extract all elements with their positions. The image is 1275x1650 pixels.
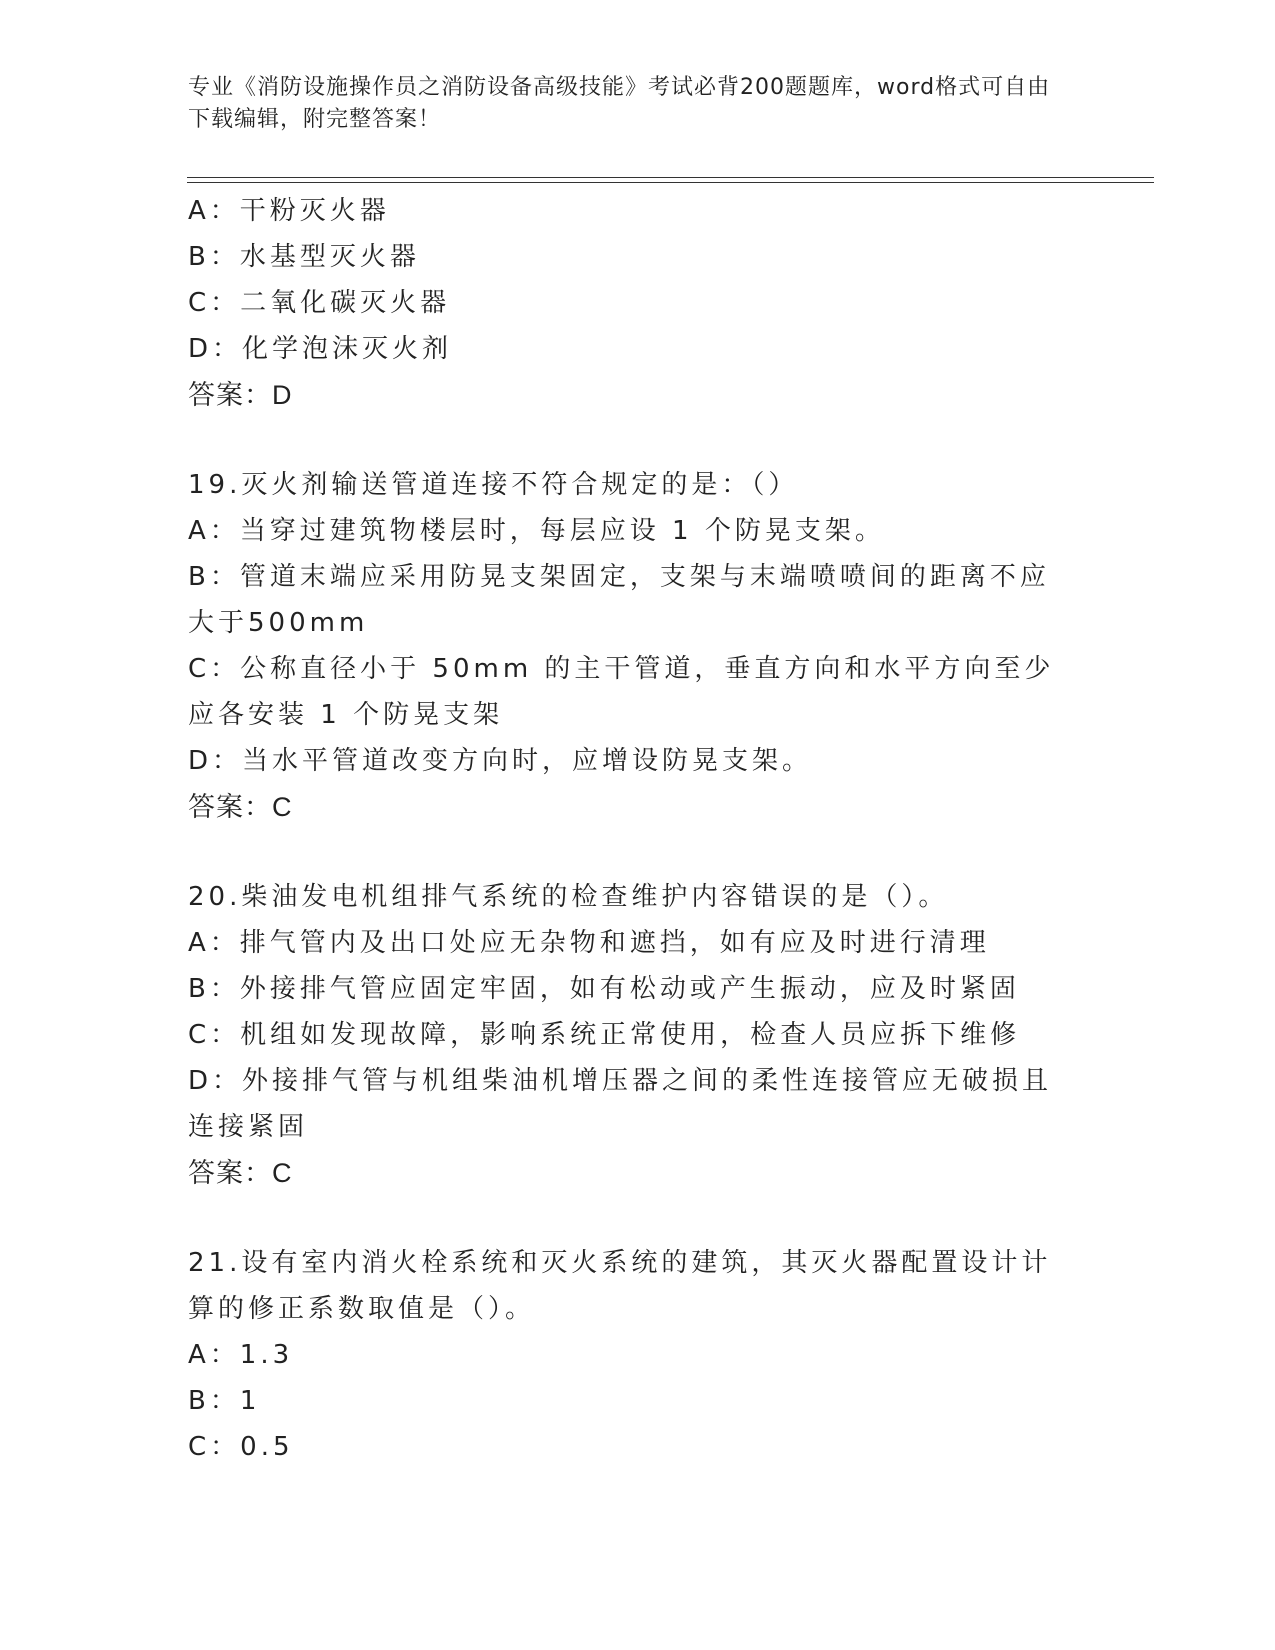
q21-question: 21.设有室内消火栓系统和灭火系统的建筑，其灭火器配置设计计算的修正系数取值是（）。 [188, 1248, 1052, 1324]
q19-option-b: B：管道末端应采用防晃支架固定，支架与末端喷喷间的距离不应大于500mm [188, 562, 1050, 638]
q21-option-b: B：1 [188, 1386, 261, 1416]
spacer [188, 830, 1078, 874]
q19-option-d: D：当水平管道改变方向时，应增设防晃支架。 [188, 746, 813, 776]
q18-option-d: D：化学泡沫灭火剂 [188, 334, 453, 364]
question-21-block [188, 1240, 1078, 1470]
question-content [188, 188, 1078, 1470]
q18-option-a: A：干粉灭火器 [188, 196, 390, 226]
header-divider-top [187, 177, 1154, 178]
question-20-block [188, 874, 1078, 1196]
spacer [188, 1196, 1078, 1240]
q18-option-c: C：二氧化碳灭火器 [188, 288, 451, 318]
document-header: 专业《消防设施操作员之消防设备高级技能》考试必背200题题库，word格式可自由下载编辑，附完整答案！ [188, 75, 1051, 132]
q18-option-b: B：水基型灭火器 [188, 242, 420, 272]
q18-answer: 答案：D [188, 380, 293, 410]
question-18-block [188, 188, 1078, 418]
q19-answer: 答案：C [188, 792, 293, 822]
q19-option-c: C：公称直径小于 50mm 的主干管道，垂直方向和水平方向至少应各安装 1 个防晃支架 [188, 654, 1055, 730]
q21-option-a: A：1.3 [188, 1340, 294, 1370]
q21-option-c: C：0.5 [188, 1432, 294, 1462]
q20-answer: 答案：C [188, 1158, 293, 1188]
q20-option-a: A：排气管内及出口处应无杂物和遮挡，如有应及时进行清理 [188, 928, 990, 958]
header-divider-bottom [187, 182, 1154, 183]
question-19-block [188, 462, 1078, 830]
q20-question: 20.柴油发电机组排气系统的检查维护内容错误的是（）。 [188, 882, 949, 912]
q20-option-b: B：外接排气管应固定牢固，如有松动或产生振动，应及时紧固 [188, 974, 1020, 1004]
q19-question: 19.灭火剂输送管道连接不符合规定的是：（） [188, 470, 799, 500]
q20-option-d: D：外接排气管与机组柴油机增压器之间的柔性连接管应无破损且连接紧固 [188, 1066, 1053, 1142]
spacer [188, 418, 1078, 462]
q20-option-c: C：机组如发现故障，影响系统正常使用，检查人员应拆下维修 [188, 1020, 1021, 1050]
q19-option-a: A：当穿过建筑物楼层时，每层应设 1 个防晃支架。 [188, 516, 885, 546]
